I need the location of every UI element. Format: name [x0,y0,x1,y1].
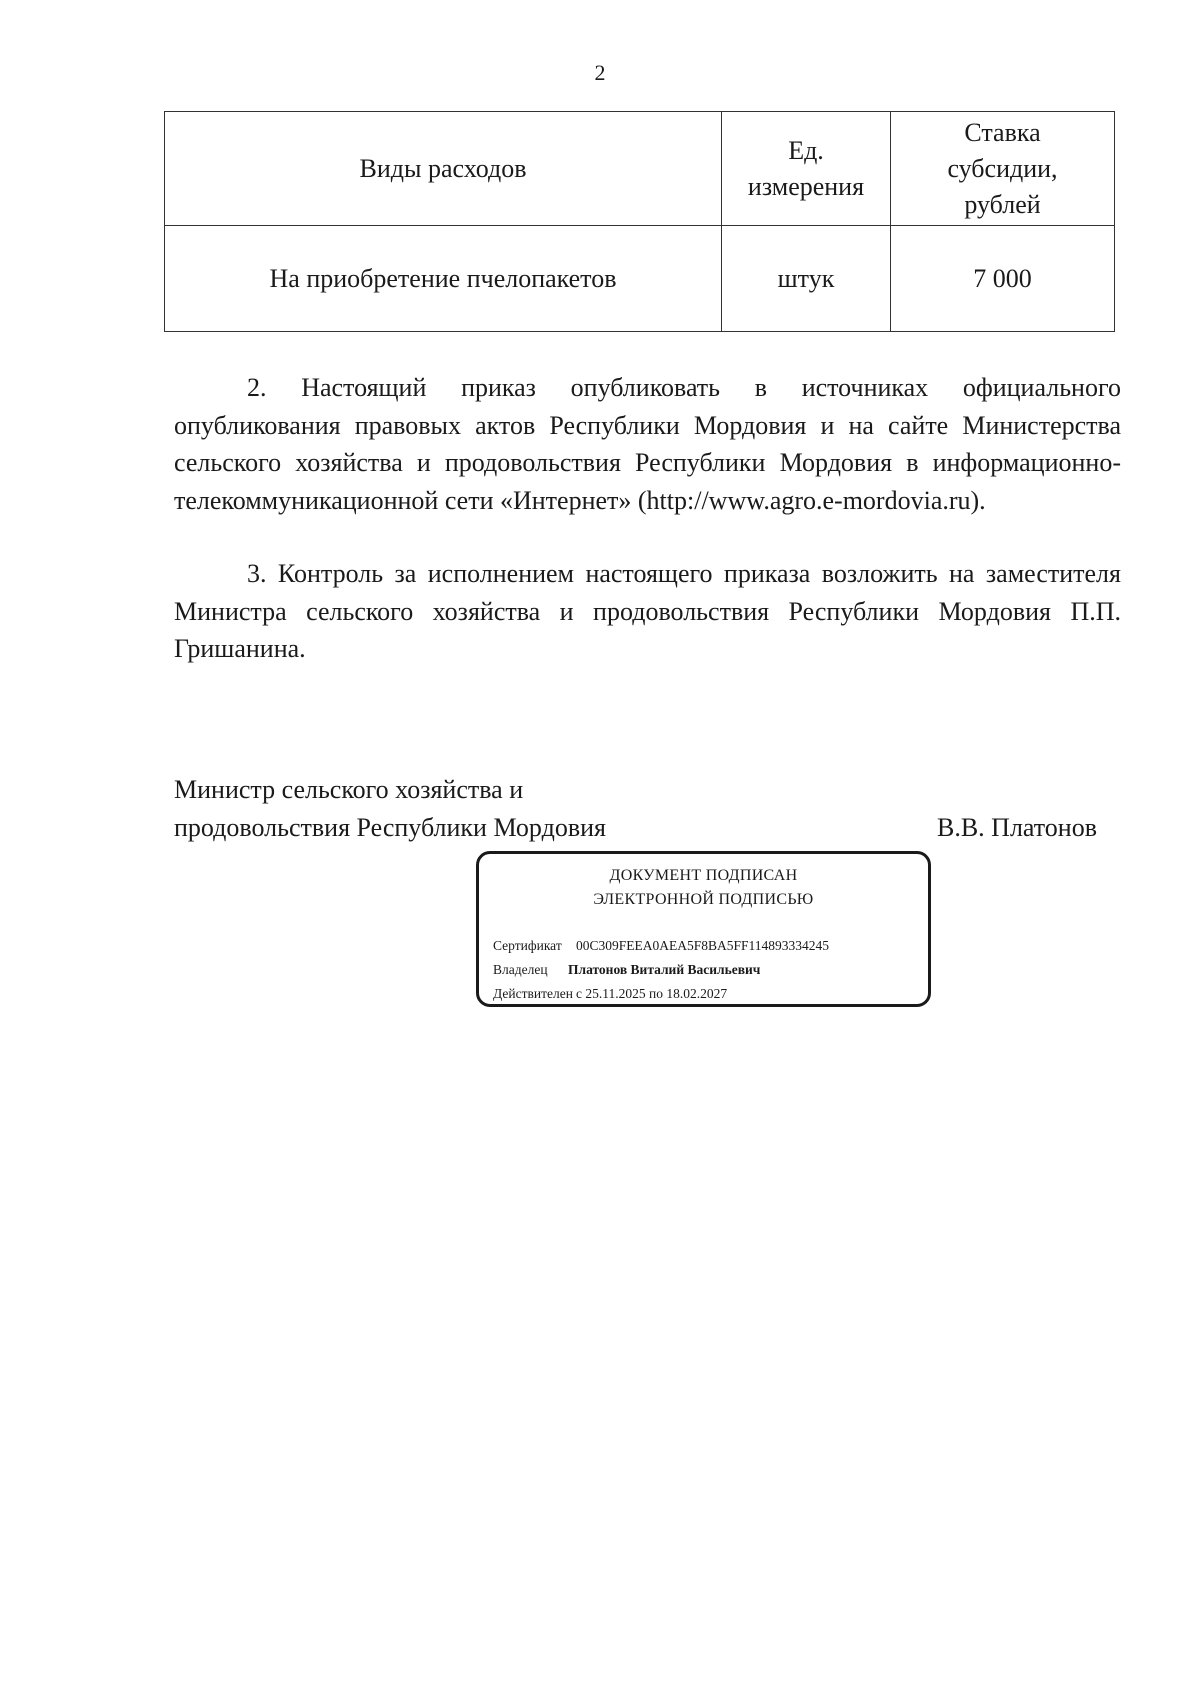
stamp-title-line1: ДОКУМЕНТ ПОДПИСАН [609,867,798,884]
paragraph-control [174,555,1121,668]
signatory-name: В.В. Платонов [936,812,1097,842]
header-rate-line2: субсидии, [947,153,1058,183]
stamp-title [479,864,928,912]
stamp-details [493,934,829,1006]
subsidy-rates-table [164,111,1115,332]
cell-expense-type: На приобретение пчелопакетов [165,226,722,332]
stamp-owner-label: Владелец [493,962,548,977]
header-rate-line3: рублей [964,189,1041,219]
stamp-certificate-row [493,934,829,958]
header-expense-type-text: Виды расходов [359,153,527,183]
stamp-validity-label: Действителен [493,986,573,1001]
cell-unit: штук [722,226,891,332]
stamp-certificate-label: Сертификат [493,938,562,953]
header-unit-line2: измерения [747,171,865,201]
page-number: 2 [594,60,606,85]
stamp-title-line2: ЭЛЕКТРОННОЙ ПОДПИСЬЮ [593,891,814,908]
table-row [165,226,1115,332]
paragraph-publication-text: 2. Настоящий приказ опубликовать в источниках официального опубликования правовых актов Республики Мордовия и на сайте Министерства сельского хозяйства и продовольствия Республики Мордовия в информационно-телекоммуникационной сети «Интернет» (http://www.agro.e-mordovia.ru). [174,373,1121,515]
cell-rate: 7 000 [891,226,1115,332]
stamp-owner-value: Платонов Виталий Васильевич [568,962,761,977]
stamp-validity-row [493,982,829,1006]
paragraph-publication [174,369,1121,519]
header-rate-line1: Ставка [964,117,1041,147]
paragraph-control-text: 3. Контроль за исполнением настоящего приказа возложить на заместителя Министра сельского хозяйства и продовольствия Республики Мордовия П.П. Гришанина. [174,559,1121,663]
stamp-owner-row [493,958,829,982]
stamp-validity-value: с 25.11.2025 по 18.02.2027 [576,986,728,1001]
header-rate [891,112,1115,226]
header-unit-line1: Ед. [788,135,824,165]
stamp-certificate-value: 00C309FEEA0AEA5F8BA5FF114893334245 [576,938,830,953]
header-unit [722,112,891,226]
electronic-signature-stamp [476,851,931,1007]
signatory-position-line2: продовольствия Республики Мордовия [174,812,606,842]
header-expense-type [165,112,722,226]
table-header-row [165,112,1115,226]
signatory-position-line1: Министр сельского хозяйства и [174,775,524,804]
signature-block [174,771,1121,846]
